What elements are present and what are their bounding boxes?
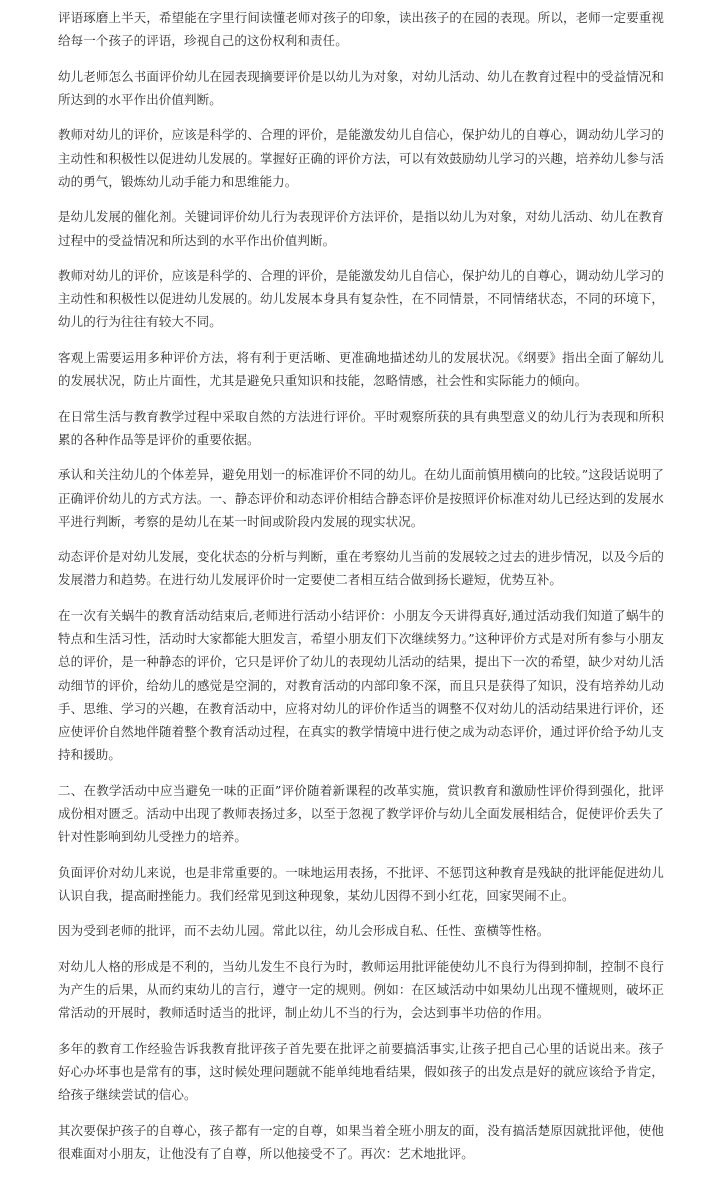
paragraph: 多年的教育工作经验告诉我教育批评孩子首先要在批评之前要搞活事实,让孩子把自己心里的话说出来。孩子好心办坏事也是常有的事，这时候处理问题就不能单纯地看结果，假如孩子的出发点是好的就应该给予肯定，给孩子继续尝试的信心。 bbox=[58, 1040, 664, 1103]
paragraph: 其次要保护孩子的自尊心，孩子都有一定的自尊，如果当着全班小朋友的面，没有搞活楚原因就批评他，使他很难面对小朋友，让他没有了自尊，所以他接受不了。再次：艺术地批评。 bbox=[58, 1122, 664, 1161]
paragraph: 在日常生活与教育教学过程中采取自然的方法进行评价。平时观察所获的具有典型意义的幼儿行为表现和所积累的各种作品等是评价的重要依据。 bbox=[58, 408, 664, 447]
paragraph: 因为受到老师的批评，而不去幼儿园。常此以往，幼儿会形成自私、任性、蛮横等性格。 bbox=[58, 923, 550, 939]
paragraph: 负面评价对幼儿来说，也是非常重要的。一味地运用表扬，不批评、不惩罚这种教育是残缺的批评能促进幼儿认识自我，提高耐挫能力。我们经常见到这种现象，某幼儿因得不到小红花，回家哭闹不止。 bbox=[58, 864, 664, 903]
paragraph: 动态评价是对幼儿发展，变化状态的分析与判断，重在考察幼儿当前的发展较之过去的进步情况，以及今后的发展潜力和趋势。在进行幼儿发展评价时一定要使二者相互结合做到扬长避短，优势互补。 bbox=[58, 549, 664, 588]
paragraph: 评语琢磨上半天，希望能在字里行间读懂老师对孩子的印象，读出孩子的在园的表现。所以，老师一定要重视给每一个孩子的评语，珍视自己的这份权利和责任。 bbox=[58, 10, 664, 49]
paragraph: 是幼儿发展的催化剂。关键词评价幼儿行为表现评价方法评价，是指以幼儿为对象，对幼儿活动、幼儿在教育过程中的受益情况和所达到的水平作出价值判断。 bbox=[58, 209, 664, 248]
paragraph: 教师对幼儿的评价，应该是科学的、合理的评价，是能激发幼儿自信心，保护幼儿的自尊心，调动幼儿学习的主动性和积极性以促进幼儿发展的。掌握好正确的评价方法，可以有效鼓励幼儿学习的兴趣，培养幼儿参与活动的勇气，锻炼幼儿动手能力和思维能力。 bbox=[58, 127, 664, 189]
paragraph: 二、在教学活动中应当避免一味的正面”评价随着新课程的改革实施，赏识教育和激励性评价得到强化，批评成份相对匮乏。活动中出现了教师表扬过多，以至于忽视了教学评价与幼儿全面发展相结合，促使评价丢失了针对性影响到幼儿受挫力的培养。 bbox=[58, 782, 664, 845]
paragraph: 对幼儿人格的形成是不利的，当幼儿发生不良行为时，教师运用批评能使幼儿不良行为得到抑制，控制不良行为产生的后果，从而约束幼儿的言行，遵守一定的规则。例如：在区域活动中如果幼儿出现不懂规则，破坏正常活动的开展时，教师适时适当的批评，制止幼儿不当的行为，会达到事半功倍的作用。 bbox=[58, 958, 664, 1021]
paragraph: 承认和关注幼儿的个体差异，避免用划一的标准评价不同的幼儿。在幼儿面前慎用横向的比较。”这段话说明了正确评价幼儿的方式方法。一、静态评价和动态评价相结合静态评价是按照评价标准对幼儿已经达到的发展水平进行判断，考察的是幼儿在某一时间或阶段内发展的现实状况。 bbox=[58, 467, 664, 529]
document-page bbox=[58, 6, 664, 1177]
paragraph: 客观上需要运用多种评价方法，将有利于更活晰、更准确地描述幼儿的发展状况。《纲要》指出全面了解幼儿的发展状况，防止片面性，尤其是避免只重知识和技能，忽略情感，社会性和实际能力的倾向。 bbox=[58, 349, 664, 389]
paragraph: 幼儿老师怎么书面评价幼儿在园表现摘要评价是以幼儿为对象，对幼儿活动、幼儿在教育过程中的受益情况和所达到的水平作出价值判断。 bbox=[58, 68, 664, 107]
paragraph: 在一次有关蜗牛的教育活动结束后,老师进行活动小结评价：小朋友今天讲得真好,通过活动我们知道了蜗牛的特点和生活习性，活动时大家都能大胆发言，希望小朋友们下次继续努力。”这种评价方式是对所有参与小朋友总的评价，是一种静态的评价，它只是评价了幼儿的表现幼儿活动的结果，提出下一次的希望，缺少对幼儿活动细节的评价，给幼儿的感觉是空洞的，对教育活动的内部印象不深，而且只是获得了知识，没有培养幼儿动手、思维、学习的兴趣，在教育活动中，应将对幼儿的评价作适当的调整不仅对幼儿的活动结果进行评价，还应使评价自然地伴随着整个教育活动过程，在真实的教学情境中进行使之成为动态评价，通过评价给予幼儿支持和援助。 bbox=[58, 607, 664, 763]
paragraph: 教师对幼儿的评价，应该是科学的、合理的评价，是能激发幼儿自信心，保护幼儿的自尊心，调动幼儿学习的主动性和积极性以促进幼儿发展的。幼儿发展本身具有复杂性，在不同情景，不同情绪状态，不同的环境下，幼儿的行为往往有较大不同。 bbox=[58, 268, 664, 330]
